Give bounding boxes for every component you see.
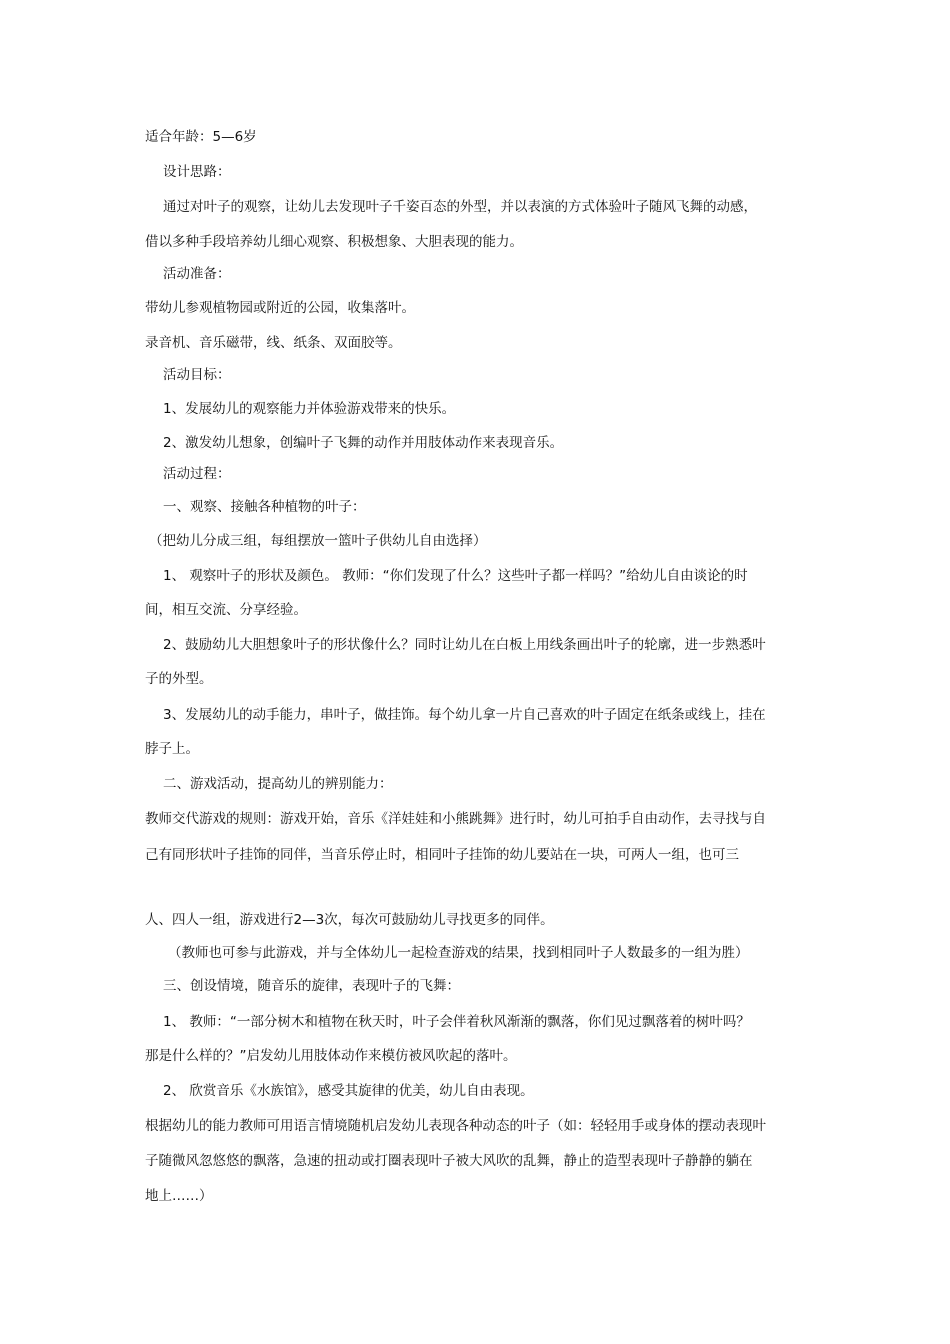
prep-heading: 活动准备： xyxy=(163,266,231,282)
part1-heading: 一、观察、接触各种植物的叶子： xyxy=(163,499,366,515)
age-line: 适合年龄：5—6岁 xyxy=(145,129,257,145)
prep-item-1: 带幼儿参观植物园或附近的公园，收集落叶。 xyxy=(145,300,415,316)
part3-text-line-3: 地上……） xyxy=(145,1188,213,1204)
part1-step3-line-2: 脖子上。 xyxy=(145,741,199,757)
goal-item-2: 2、激发幼儿想象，创编叶子飞舞的动作并用肢体动作来表现音乐。 xyxy=(163,435,564,451)
part1-step2-line-2: 子的外型。 xyxy=(145,671,213,687)
design-text-line-1: 通过对叶子的观察，让幼儿去发现叶子千姿百态的外型，并以表演的方式体验叶子随风飞舞的动感， xyxy=(163,199,757,215)
part1-step1-line-1: 1、 观察叶子的形状及颜色。 教师：“你们发现了什么？这些叶子都一样吗？”给幼儿自由谈论的时 xyxy=(163,568,748,584)
part1-step2-line-1: 2、鼓励幼儿大胆想象叶子的形状像什么？同时让幼儿在白板上用线条画出叶子的轮廓，进一步熟悉叶 xyxy=(163,637,766,653)
part3-text-line-1: 根据幼儿的能力教师可用语言情境随机启发幼儿表现各种动态的叶子（如：轻轻用手或身体的摆动表现叶 xyxy=(145,1118,766,1134)
part3-step2: 2、 欣赏音乐《水族馆》，感受其旋律的优美，幼儿自由表现。 xyxy=(163,1083,534,1099)
part3-step1-line-1: 1、 教师：“一部分树木和植物在秋天时，叶子会伴着秋风渐渐的飘落，你们见过飘落着的树叶吗？ xyxy=(163,1014,750,1030)
part1-step1-line-2: 间，相互交流、分享经验。 xyxy=(145,602,307,618)
design-heading: 设计思路： xyxy=(163,164,231,180)
goal-item-1: 1、发展幼儿的观察能力并体验游戏带来的快乐。 xyxy=(163,401,456,417)
part1-step3-line-1: 3、发展幼儿的动手能力，串叶子，做挂饰。每个幼儿拿一片自己喜欢的叶子固定在纸条或线上，挂在 xyxy=(163,707,766,723)
part2-text-line-2: 己有同形状叶子挂饰的同伴，当音乐停止时，相同叶子挂饰的幼儿要站在一块，可两人一组，也可三 xyxy=(145,847,739,863)
part1-note: （把幼儿分成三组，每组摆放一篮叶子供幼儿自由选择） xyxy=(149,533,487,549)
process-heading: 活动过程： xyxy=(163,466,231,482)
part2-note: （教师也可参与此游戏，并与全体幼儿一起检查游戏的结果，找到相同叶子人数最多的一组为胜） xyxy=(168,945,749,961)
design-text-line-2: 借以多种手段培养幼儿细心观察、积极想象、大胆表现的能力。 xyxy=(145,234,523,250)
goal-heading: 活动目标： xyxy=(163,367,231,383)
part2-text-line-1: 教师交代游戏的规则：游戏开始，音乐《洋娃娃和小熊跳舞》进行时，幼儿可拍手自由动作，去寻找与自 xyxy=(145,811,766,827)
part3-text-line-2: 子随微风忽悠悠的飘落，急速的扭动或打圈表现叶子被大风吹的乱舞，静止的造型表现叶子静静的躺在 xyxy=(145,1153,753,1169)
part2-heading: 二、游戏活动，提高幼儿的辨别能力： xyxy=(163,776,393,792)
part3-step1-line-2: 那是什么样的？”启发幼儿用肢体动作来模仿被风吹起的落叶。 xyxy=(145,1048,517,1064)
part3-heading: 三、创设情境，随音乐的旋律，表现叶子的飞舞： xyxy=(163,978,460,994)
prep-item-2: 录音机、音乐磁带，线、纸条、双面胶等。 xyxy=(145,335,402,351)
part2-text-line-3: 人、四人一组，游戏进行2—3次，每次可鼓励幼儿寻找更多的同伴。 xyxy=(145,912,554,928)
